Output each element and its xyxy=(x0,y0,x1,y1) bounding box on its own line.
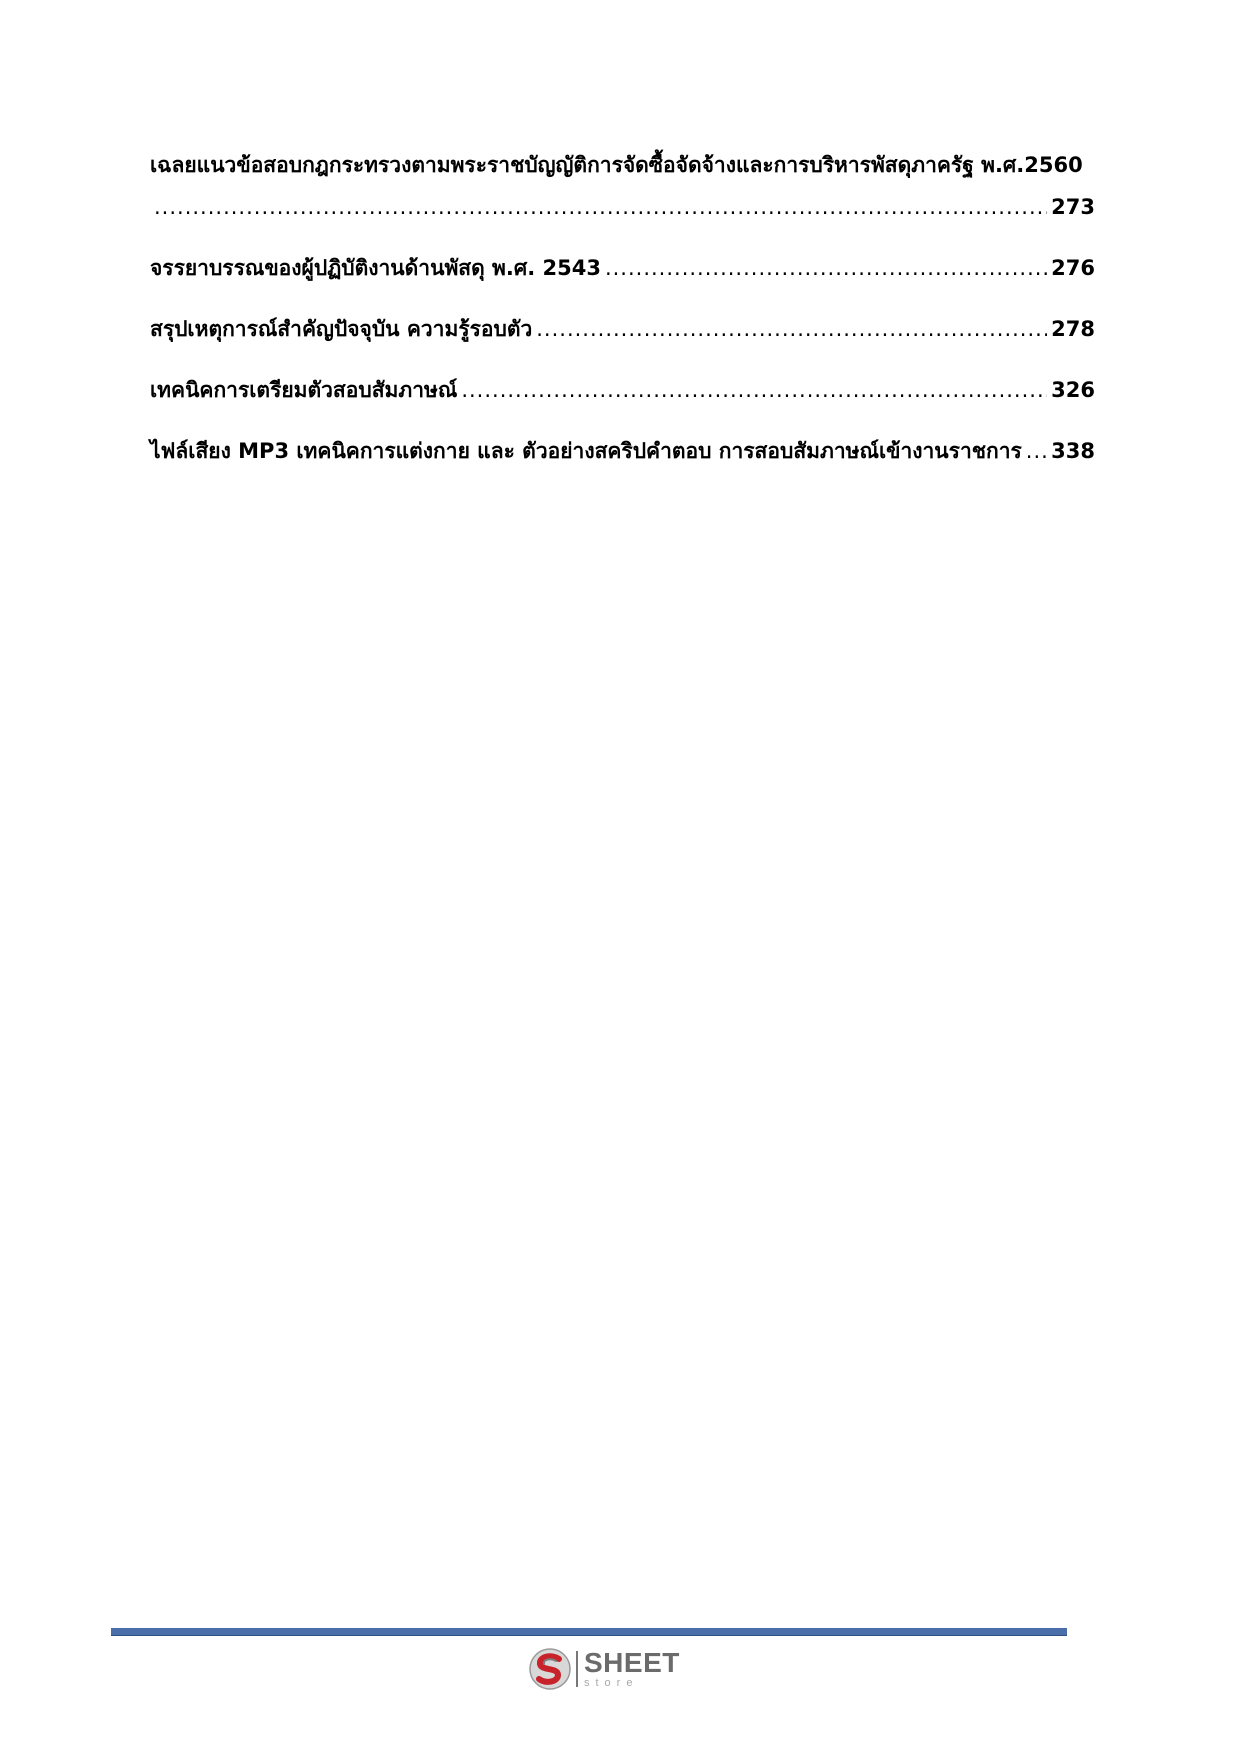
toc-entry-title: สรุปเหตุการณ์สำคัญปัจจุบัน ความรู้รอบตัว xyxy=(150,317,533,341)
toc-entry-page: 273 xyxy=(1051,195,1095,219)
toc-entry-title: จรรยาบรรณของผู้ปฏิบัติงานด้านพัสดุ พ.ศ. 2543 xyxy=(150,256,601,280)
sheet-store-logo xyxy=(528,1645,680,1693)
toc-entry-page: 338 xyxy=(1051,439,1095,463)
toc-entry-page: 276 xyxy=(1051,256,1095,280)
toc-entry-title: เทคนิคการเตรียมตัวสอบสัมภาษณ์ xyxy=(150,378,458,402)
toc-entry-title: ไฟล์เสียง MP3 เทคนิคการแต่งกาย และ ตัวอย่างสคริปคำตอบ การสอบสัมภาษณ์เข้างานราชการ xyxy=(150,439,1022,463)
dot-leader xyxy=(1026,431,1047,471)
logo-subtext: store xyxy=(584,1677,639,1689)
logo-separator xyxy=(576,1651,578,1687)
dot-leader xyxy=(461,370,1047,410)
table-of-contents xyxy=(150,145,1095,471)
footer-rule xyxy=(111,1628,1067,1636)
dot-leader xyxy=(605,248,1047,288)
toc-entry-page: 326 xyxy=(1051,378,1095,402)
sheet-store-logo-icon xyxy=(528,1647,572,1691)
toc-entry-page: 278 xyxy=(1051,317,1095,341)
toc-entry-title: เฉลยแนวข้อสอบกฎกระทรวงตามพระราชบัญญัติการจัดซื้อจัดจ้างและการบริหารพัสดุภาครัฐ พ.ศ.2560 xyxy=(150,153,1083,177)
toc-entry[interactable] xyxy=(150,370,1095,410)
toc-entry[interactable] xyxy=(150,145,1095,227)
toc-entry[interactable] xyxy=(150,309,1095,349)
logo-wordmark: SHEET xyxy=(584,1647,680,1678)
toc-entry[interactable] xyxy=(150,431,1095,471)
toc-entry[interactable] xyxy=(150,248,1095,288)
dot-leader xyxy=(536,309,1047,349)
dot-leader xyxy=(154,187,1047,227)
